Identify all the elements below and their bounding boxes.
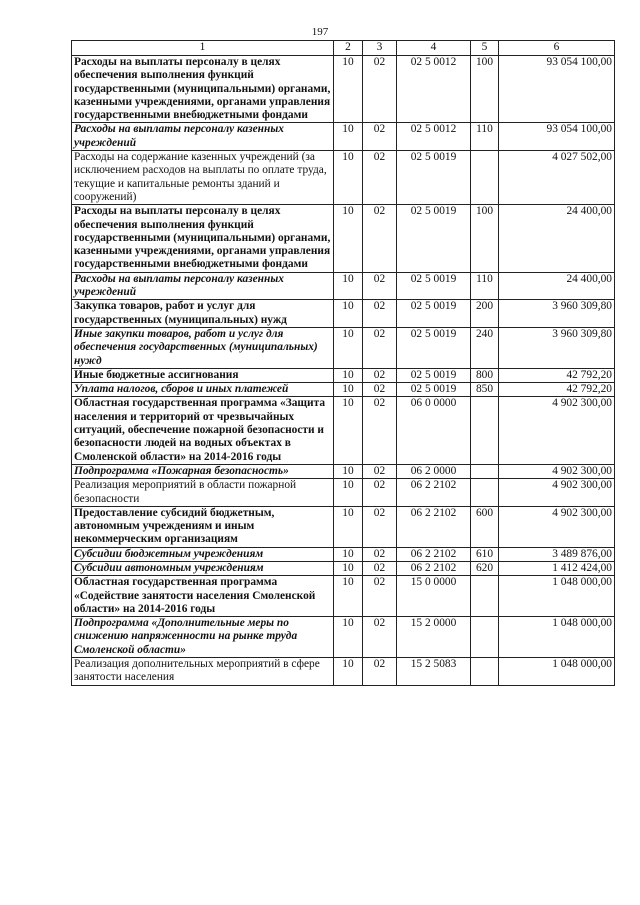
row-amount-cell: 42 792,20 xyxy=(499,368,615,382)
row-amount-cell: 4 902 300,00 xyxy=(499,397,615,464)
header-col-2: 2 xyxy=(334,41,363,56)
row-subsection-cell: 02 xyxy=(363,397,397,464)
row-amount-cell: 3 960 309,80 xyxy=(499,327,615,368)
row-name-cell: Субсидии бюджетным учреждениям xyxy=(72,547,334,561)
row-name-cell: Подпрограмма «Пожарная безопасность» xyxy=(72,464,334,478)
table-row xyxy=(72,617,615,658)
row-section-cell: 10 xyxy=(334,151,363,205)
header-col-4: 4 xyxy=(397,41,471,56)
row-name-cell: Уплата налогов, сборов и иных платежей xyxy=(72,383,334,397)
row-name-cell: Подпрограмма «Дополнительные меры по снижению напряженности на рынке труда Смоленской области» xyxy=(72,617,334,658)
row-target-code-cell: 15 0 0000 xyxy=(397,576,471,617)
row-amount-cell: 4 902 300,00 xyxy=(499,479,615,507)
row-name-cell: Расходы на выплаты персоналу в целях обеспечения выполнения функций государственными (муниципальными) органами, казенными учреждениями, органами управления государственными внебюджетными фондами xyxy=(72,205,334,272)
row-section-cell: 10 xyxy=(334,506,363,547)
row-amount-cell: 42 792,20 xyxy=(499,383,615,397)
row-amount-cell: 93 054 100,00 xyxy=(499,56,615,123)
row-target-code-cell: 02 5 0012 xyxy=(397,123,471,151)
table-row xyxy=(72,205,615,272)
row-section-cell: 10 xyxy=(334,658,363,686)
row-name-cell: Областная государственная программа «Защита населения и территорий от чрезвычайных ситуаций, обеспечение пожарной безопасности и безопасности людей на водных объектах в Смоленской области» на 2014-2016 годы xyxy=(72,397,334,464)
row-section-cell: 10 xyxy=(334,327,363,368)
table-header-row xyxy=(72,41,615,56)
table-row xyxy=(72,547,615,561)
row-target-code-cell: 06 2 2102 xyxy=(397,479,471,507)
table-row xyxy=(72,272,615,300)
table-row xyxy=(72,368,615,382)
table-row xyxy=(72,506,615,547)
row-target-code-cell: 02 5 0019 xyxy=(397,205,471,272)
row-section-cell: 10 xyxy=(334,123,363,151)
row-expense-type-cell: 240 xyxy=(471,327,499,368)
row-expense-type-cell: 100 xyxy=(471,205,499,272)
row-expense-type-cell: 620 xyxy=(471,561,499,575)
row-section-cell: 10 xyxy=(334,397,363,464)
row-name-cell: Предоставление субсидий бюджетным, автономным учреждениям и иным некоммерческим организациям xyxy=(72,506,334,547)
row-subsection-cell: 02 xyxy=(363,383,397,397)
row-target-code-cell: 15 2 5083 xyxy=(397,658,471,686)
row-name-cell: Субсидии автономным учреждениям xyxy=(72,561,334,575)
table-row xyxy=(72,327,615,368)
row-subsection-cell: 02 xyxy=(363,617,397,658)
row-expense-type-cell: 800 xyxy=(471,368,499,382)
row-subsection-cell: 02 xyxy=(363,576,397,617)
row-subsection-cell: 02 xyxy=(363,327,397,368)
row-target-code-cell: 06 2 2102 xyxy=(397,561,471,575)
table-row xyxy=(72,576,615,617)
row-expense-type-cell: 850 xyxy=(471,383,499,397)
row-target-code-cell: 02 5 0019 xyxy=(397,151,471,205)
row-expense-type-cell: 100 xyxy=(471,56,499,123)
header-col-1: 1 xyxy=(72,41,334,56)
row-section-cell: 10 xyxy=(334,479,363,507)
row-expense-type-cell xyxy=(471,479,499,507)
row-expense-type-cell xyxy=(471,576,499,617)
table-row xyxy=(72,123,615,151)
row-section-cell: 10 xyxy=(334,617,363,658)
row-amount-cell: 4 902 300,00 xyxy=(499,506,615,547)
table-row xyxy=(72,56,615,123)
row-subsection-cell: 02 xyxy=(363,151,397,205)
row-target-code-cell: 06 2 0000 xyxy=(397,464,471,478)
row-section-cell: 10 xyxy=(334,300,363,328)
row-section-cell: 10 xyxy=(334,464,363,478)
row-section-cell: 10 xyxy=(334,561,363,575)
budget-table xyxy=(71,40,615,686)
table-row xyxy=(72,383,615,397)
row-amount-cell: 4 902 300,00 xyxy=(499,464,615,478)
row-target-code-cell: 02 5 0019 xyxy=(397,272,471,300)
row-expense-type-cell: 600 xyxy=(471,506,499,547)
row-subsection-cell: 02 xyxy=(363,547,397,561)
row-subsection-cell: 02 xyxy=(363,300,397,328)
row-expense-type-cell: 110 xyxy=(471,123,499,151)
row-subsection-cell: 02 xyxy=(363,205,397,272)
row-amount-cell: 24 400,00 xyxy=(499,272,615,300)
header-col-3: 3 xyxy=(363,41,397,56)
row-target-code-cell: 02 5 0019 xyxy=(397,327,471,368)
table-row xyxy=(72,658,615,686)
row-target-code-cell: 06 2 2102 xyxy=(397,506,471,547)
row-target-code-cell: 02 5 0019 xyxy=(397,368,471,382)
row-subsection-cell: 02 xyxy=(363,479,397,507)
table-row xyxy=(72,479,615,507)
row-expense-type-cell xyxy=(471,151,499,205)
row-name-cell: Расходы на содержание казенных учреждений (за исключением расходов на выплаты по оплате труда, текущие и капитальные ремонты зданий и сооружений) xyxy=(72,151,334,205)
row-amount-cell: 1 048 000,00 xyxy=(499,576,615,617)
row-subsection-cell: 02 xyxy=(363,272,397,300)
row-section-cell: 10 xyxy=(334,368,363,382)
table-row xyxy=(72,561,615,575)
table-row xyxy=(72,300,615,328)
row-subsection-cell: 02 xyxy=(363,506,397,547)
table-row xyxy=(72,151,615,205)
row-name-cell: Иные закупки товаров, работ и услуг для обеспечения государственных (муниципальных) нужд xyxy=(72,327,334,368)
row-name-cell: Расходы на выплаты персоналу казенных учреждений xyxy=(72,272,334,300)
row-name-cell: Иные бюджетные ассигнования xyxy=(72,368,334,382)
row-expense-type-cell: 200 xyxy=(471,300,499,328)
row-expense-type-cell: 610 xyxy=(471,547,499,561)
row-section-cell: 10 xyxy=(334,576,363,617)
row-subsection-cell: 02 xyxy=(363,368,397,382)
page-number: 197 xyxy=(311,26,329,38)
row-name-cell: Областная государственная программа «Содействие занятости населения Смоленской области» на 2014-2016 годы xyxy=(72,576,334,617)
row-name-cell: Реализация мероприятий в области пожарной безопасности xyxy=(72,479,334,507)
row-section-cell: 10 xyxy=(334,383,363,397)
row-target-code-cell: 06 2 2102 xyxy=(397,547,471,561)
row-expense-type-cell xyxy=(471,397,499,464)
row-name-cell: Закупка товаров, работ и услуг для государственных (муниципальных) нужд xyxy=(72,300,334,328)
row-target-code-cell: 15 2 0000 xyxy=(397,617,471,658)
row-amount-cell: 1 048 000,00 xyxy=(499,617,615,658)
row-subsection-cell: 02 xyxy=(363,561,397,575)
row-expense-type-cell xyxy=(471,658,499,686)
row-section-cell: 10 xyxy=(334,56,363,123)
header-col-6: 6 xyxy=(499,41,615,56)
row-subsection-cell: 02 xyxy=(363,464,397,478)
row-expense-type-cell xyxy=(471,464,499,478)
row-target-code-cell: 02 5 0019 xyxy=(397,300,471,328)
row-section-cell: 10 xyxy=(334,205,363,272)
row-target-code-cell: 02 5 0019 xyxy=(397,383,471,397)
row-name-cell: Расходы на выплаты персоналу в целях обеспечения выполнения функций государственными (муниципальными) органами, казенными учреждениями, органами управления государственными внебюджетными фондами xyxy=(72,56,334,123)
row-amount-cell: 3 489 876,00 xyxy=(499,547,615,561)
header-col-5: 5 xyxy=(471,41,499,56)
row-amount-cell: 1 048 000,00 xyxy=(499,658,615,686)
table-row xyxy=(72,464,615,478)
row-amount-cell: 24 400,00 xyxy=(499,205,615,272)
row-amount-cell: 1 412 424,00 xyxy=(499,561,615,575)
row-name-cell: Расходы на выплаты персоналу казенных учреждений xyxy=(72,123,334,151)
row-subsection-cell: 02 xyxy=(363,658,397,686)
row-section-cell: 10 xyxy=(334,547,363,561)
table-row xyxy=(72,397,615,464)
row-subsection-cell: 02 xyxy=(363,123,397,151)
row-target-code-cell: 02 5 0012 xyxy=(397,56,471,123)
row-section-cell: 10 xyxy=(334,272,363,300)
row-expense-type-cell: 110 xyxy=(471,272,499,300)
row-expense-type-cell xyxy=(471,617,499,658)
row-amount-cell: 3 960 309,80 xyxy=(499,300,615,328)
row-target-code-cell: 06 0 0000 xyxy=(397,397,471,464)
row-subsection-cell: 02 xyxy=(363,56,397,123)
row-amount-cell: 93 054 100,00 xyxy=(499,123,615,151)
row-name-cell: Реализация дополнительных мероприятий в сфере занятости населения xyxy=(72,658,334,686)
row-amount-cell: 4 027 502,00 xyxy=(499,151,615,205)
